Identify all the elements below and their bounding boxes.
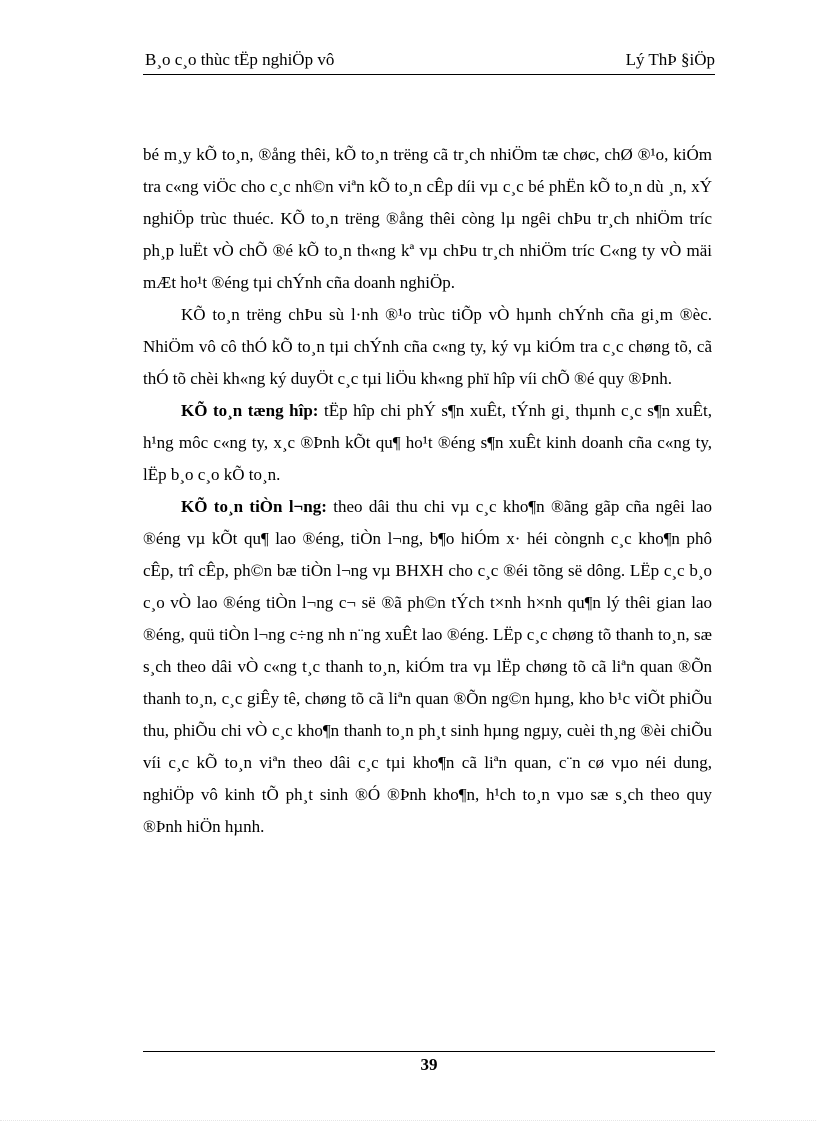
paragraph-text: bé m¸y kÕ to¸n, ®ång thêi, kÕ to¸n trëng cã tr¸ch nhiÖm tæ chøc, chØ ®¹o, kiÓm tra c«ng viÖc cho c¸c nh©n viªn kÕ to¸n cÊp díi vµ c¸c bé phËn kÕ to¸n dù ¸n, xÝ nghiÖp trùc thuéc. KÕ to¸n trëng ®ång thêi còng lµ ngêi chÞu tr¸ch nhiÖm tríc ph¸p luËt vÒ chÕ ®é kÕ to¸n th«ng kª vµ chÞu tr¸ch nhiÖm tríc C«ng ty vÒ mäi mÆt ho¹t ®éng tµi chÝnh cña doanh nghiÖp.: [143, 145, 712, 292]
paragraph-chief-accountant-duties: [143, 299, 712, 395]
paragraph-lead-heading: KÕ to¸n tæng hîp:: [181, 401, 319, 420]
page-bottom-edge: [0, 1120, 816, 1121]
paragraph-payroll-accountant: [143, 491, 712, 843]
paragraph-text: KÕ to¸n trëng chÞu sù l·nh ®¹o trùc tiÕp vÒ hµnh chÝnh cña gi¸m ®èc. NhiÖm vô cô thÓ kÕ to¸n tµi chÝnh cña c«ng ty, ký vµ kiÓm tra c¸c chøng tõ, cã thÓ tõ chèi kh«ng ký duyÖt c¸c tµi liÖu kh«ng phï hîp víi chÕ ®é quy ®Þnh.: [143, 305, 712, 388]
header-report-title: B¸o c¸o thùc tËp nghiÖp vô: [145, 50, 335, 69]
paragraph-lead-heading: KÕ to¸n tiÒn l¬ng:: [181, 497, 327, 516]
paragraph-text: tËp hîp chi phÝ s¶n xuÊt, tÝnh gi¸ thµnh c¸c s¶n xuÊt, h¹ng môc c«ng ty, x¸c ®Þnh kÕt qu¶ ho¹t ®éng s¶n xuÊt kinh doanh cña c«ng ty, lËp b¸o c¸o kÕ to¸n.: [143, 401, 712, 484]
page-header: [143, 48, 715, 75]
paragraph-general-accountant: [143, 395, 712, 491]
page-number: 39: [420, 1055, 438, 1074]
paragraph-chief-accountant-cont: [143, 139, 712, 299]
header-author: Lý ThÞ §iÖp: [625, 50, 715, 69]
paragraph-text: theo dâi thu chi vµ c¸c kho¶n ®ãng gãp cña ngêi lao ®éng vµ kÕt qu¶ lao ®éng, tiÒn l¬ng, b¶o hiÓm x· héi còngnh c¸c kho¶n phô cÊp, trî cÊp, ph©n bæ tiÒn l¬ng vµ BHXH cho c¸c ®éi tõng së dông. LËp c¸c b¸o c¸o vÒ lao ®éng tiÒn l¬ng c¬ së ®ã ph©n tÝch t×nh h×nh qu¶n lý thêi gian lao ®éng, quü tiÒn l¬ng c÷ng nh n¨ng xuÊt lao ®éng. LËp c¸c chøng tõ thanh to¸n, sæ s¸ch theo dâi vÒ c«ng t¸c thanh to¸n, kiÓm tra vµ lËp chøng tõ cã liªn quan ®Õn thanh to¸n, c¸c giÊy tê, chøng tõ cã liªn quan ®Õn ng©n hµng, kho b¹c viÕt phiÕu thu, phiÕu chi vÒ c¸c kho¶n thanh to¸n ph¸t sinh hµng ngµy, cuèi th¸ng ®èi chiÕu víi c¸c kÕ to¸n viªn theo dâi c¸c tµi kho¶n cã liªn quan, c¨n cø vµo néi dung, nghiÖp vô kinh tÕ ph¸t sinh ®Ó ®Þnh kho¶n, h¹ch to¸n vµo sæ s¸ch theo quy ®Þnh hiÖn hµnh.: [143, 497, 713, 836]
body-text: [143, 139, 712, 843]
footer-divider: [143, 1051, 715, 1052]
